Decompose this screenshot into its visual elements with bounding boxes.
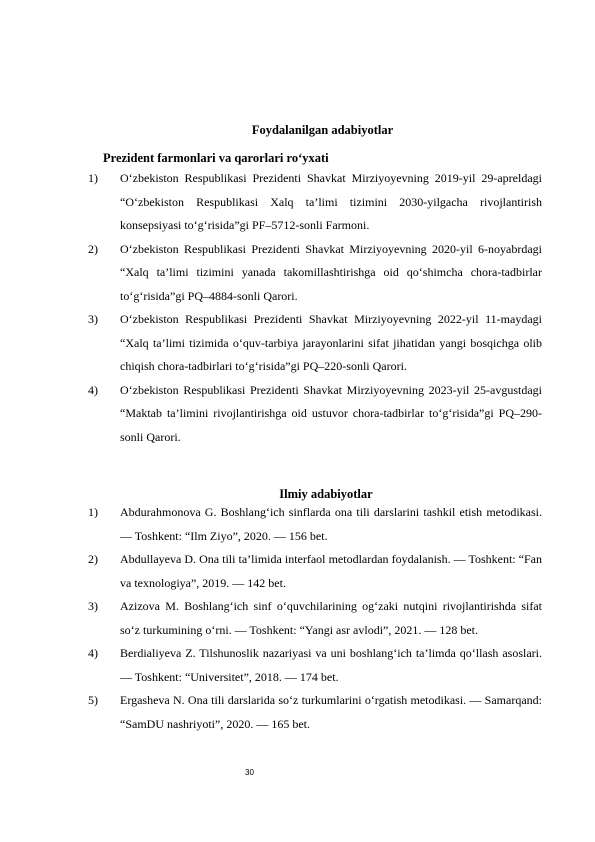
list-item-text: Ergasheva N. Ona tili darslarida so‘z turkumlarini o‘rgatish metodikasi. — Samarqand: “SamDU nashriyoti”, 2020. — 165 bet. [120, 693, 542, 731]
list-item-number: 1) [88, 171, 98, 185]
list-item [88, 595, 542, 642]
literature-list [88, 501, 542, 736]
list-item [88, 238, 542, 309]
decree-list [88, 167, 542, 449]
list-item-number: 2) [88, 241, 98, 256]
list-item [88, 689, 542, 736]
list-item-number: 3) [88, 599, 98, 613]
section-heading-decrees: Prezident farmonlari va qarorlari ro‘yxati [103, 151, 329, 165]
document-title: Foydalanilgan adabiyotlar [251, 123, 394, 137]
list-item [88, 548, 542, 595]
list-item-number: 3) [88, 312, 98, 326]
list-item-text: Berdialiyeva Z. Tilshunoslik nazariyasi va uni boshlang‘ich ta’limda qo‘llash asoslari. — Toshkent: “Universitet”, 2018. — 174 bet. [120, 646, 542, 684]
list-item-number: 4) [88, 646, 98, 660]
list-item [88, 501, 542, 548]
list-item-number: 2) [88, 552, 98, 566]
list-item-number: 4) [88, 382, 98, 397]
list-item-text: Abdullayeva D. Ona tili ta’limida interfaol metodlardan foydalanish. — Toshkent: “Fan va texnologiya”, 2019. — 142 bet. [120, 552, 542, 590]
list-item-text: Azizova M. Boshlang‘ich sinf o‘quvchilarining og‘zaki nutqini rivojlantirishda sifat so‘z turkumining o‘rni. — Toshkent: “Yangi asr avlodi”, 2021. — 128 bet. [120, 599, 542, 637]
list-item-number: 1) [88, 505, 98, 519]
list-item [88, 308, 542, 379]
list-item-text: O‘zbekiston Respublikasi Prezidenti Shavkat Mirziyoyevning 2022-yil 11-maydagi “Xalq ta’limi tizimida o‘quv-tarbiya jarayonlarini sifat jihatidan yangi bosqichga olib chiqish chora-tadbirlari to‘g‘risida”gi PQ–220-sonli Qarori. [120, 312, 542, 373]
list-item-number: 5) [88, 693, 98, 707]
section-heading-literature: Ilmiy adabiyotlar [279, 487, 373, 501]
list-item [88, 379, 542, 450]
list-item-text: Abdurahmonova G. Boshlang‘ich sinflarda ona tili darslarini tashkil etish metodikasi. — Toshkent: “Ilm Ziyo”, 2020. — 156 bet. [120, 505, 542, 543]
list-item [88, 167, 542, 238]
list-item [88, 642, 542, 689]
list-item-text: O‘zbekiston Respublikasi Prezidenti Shavkat Mirziyoyevning 2023-yil 25-avgustdagi “Maktab ta’limini rivojlantirishga oid ustuvor chora-tadbirlar to‘g‘risida”gi PQ–290-sonli Qarori. [120, 382, 542, 444]
list-item-text: O‘zbekiston Respublikasi Prezidenti Shavkat Mirziyoyevning 2019-yil 29-apreldagi “O‘zbekiston Respublikasi Xalq ta’limi tizimini 2030-yilgacha rivojlantirish konsepsiyasi to‘g‘risida”gi PF–5712-sonli Farmoni. [120, 171, 542, 232]
list-item-text: O‘zbekiston Respublikasi Prezidenti Shavkat Mirziyoyevning 2020-yil 6-noyabrdagi “Xalq ta’limi tizimini yanada takomillashtirishga oid qo‘shimcha chora-tadbirlar to‘g‘risida”gi PQ–4884-sonli Qarori. [120, 241, 542, 303]
page-number: 30 [245, 768, 254, 777]
